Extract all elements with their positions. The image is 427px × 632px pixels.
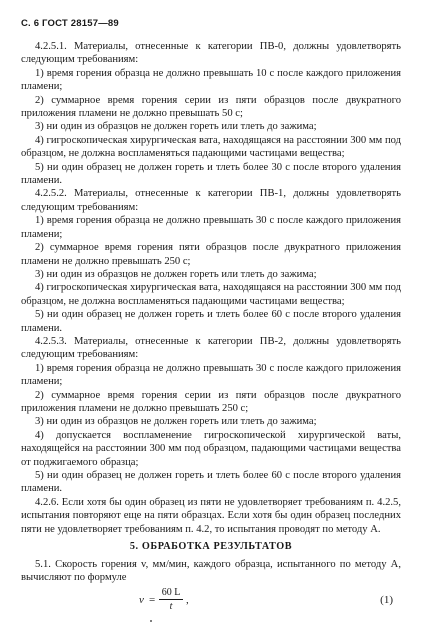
speck-mark	[150, 620, 152, 622]
paragraph: 1) время горения образца не должно превышать 30 с после каждого приложения пламени;	[21, 215, 401, 240]
section-paragraph: 5.1. Скорость горения v, мм/мин, каждого образца, испытанного по методу А, вычисляют по формуле	[21, 559, 401, 584]
page-header: С. 6 ГОСТ 28157—89	[21, 18, 119, 29]
paragraph: 2) суммарное время горения серии из пяти образцов после двукратного приложения пламени не должно превышать 250 с;	[21, 389, 401, 414]
formula-equals: =	[149, 593, 156, 606]
formula-comma: ,	[186, 593, 189, 606]
paragraph: 4.2.5.3. Материалы, отнесенные к категории ПВ-2, должны удовлетворять следующим требованиям:	[21, 335, 401, 361]
document-page	[21, 18, 401, 613]
paragraph: 4) допускается воспламенение гигроскопической хирургической ваты, находящейся на расстоянии 300 мм под образцом, падающими частицами вещества от поджигаемого образца;	[21, 429, 401, 468]
paragraph: 3) ни один из образцов не должен гореть или тлеть до зажима;	[35, 416, 317, 428]
formula-lhs: v	[139, 593, 144, 606]
paragraph: 1) время горения образца не должно превышать 30 с после каждого приложения пламени;	[21, 362, 401, 388]
paragraph: 4.2.6. Если хотя бы один образец из пяти не удовлетворяет требованиям п. 4.2.5, испытания повторяют еще на пяти образцах. Если хотя бы один образец последних пяти не удовлетворяет требованиям п. 4.2, то испытания проводят по методу А.	[21, 496, 401, 535]
section-title: 5. ОБРАБОТКА РЕЗУЛЬТАТОВ	[129, 541, 293, 553]
formula	[21, 587, 401, 613]
paragraph: 4.2.5.1. Материалы, отнесенные к категории ПВ-0, должны удовлетворять следующим требованиям:	[21, 41, 401, 66]
body-text	[21, 40, 401, 536]
paragraph: 5) ни один образец не должен гореть и тлеть более 60 с после второго удаления пламени.	[21, 309, 401, 334]
paragraph: 4) гигроскопическая хирургическая вата, находящаяся на расстоянии 300 мм под образцом, не должна воспламеняться падающими частицами вещества;	[21, 134, 401, 160]
paragraph: 3) ни один из образцов не должен гореть или тлеть до зажима;	[35, 121, 317, 133]
paragraph: 5) ни один образец не должен гореть и тлеть более 60 с после второго удаления пламени.	[21, 470, 401, 495]
formula-denominator: t	[169, 600, 173, 612]
fraction-bar	[159, 599, 183, 600]
paragraph: 2) суммарное время горения пяти образцов после двукратного приложения пламени не должно превышать 250 с;	[21, 242, 401, 267]
paragraph: 3) ни один из образцов не должен гореть или тлеть до зажима;	[35, 268, 317, 280]
paragraph: 1) время горения образца не должно превышать 10 с после каждого приложения пламени;	[21, 67, 401, 93]
formula-number: (1)	[380, 593, 393, 606]
paragraph: 5) ни один образец не должен гореть и тлеть более 30 с после второго удаления пламени.	[21, 161, 401, 187]
paragraph: 2) суммарное время горения серии из пяти образцов после двукратного приложения пламени не должно превышать 50 с;	[21, 94, 401, 120]
formula-fraction	[159, 587, 183, 612]
paragraph: 4) гигроскопическая хирургическая вата, находящаяся на расстоянии 300 мм под образцом, не должна воспламеняться падающими частицами вещества;	[21, 282, 401, 307]
formula-numerator: 60 L	[161, 586, 181, 598]
paragraph: 4.2.5.2. Материалы, отнесенные к категории ПВ-1, должны удовлетворять следующим требованиям:	[21, 188, 401, 213]
